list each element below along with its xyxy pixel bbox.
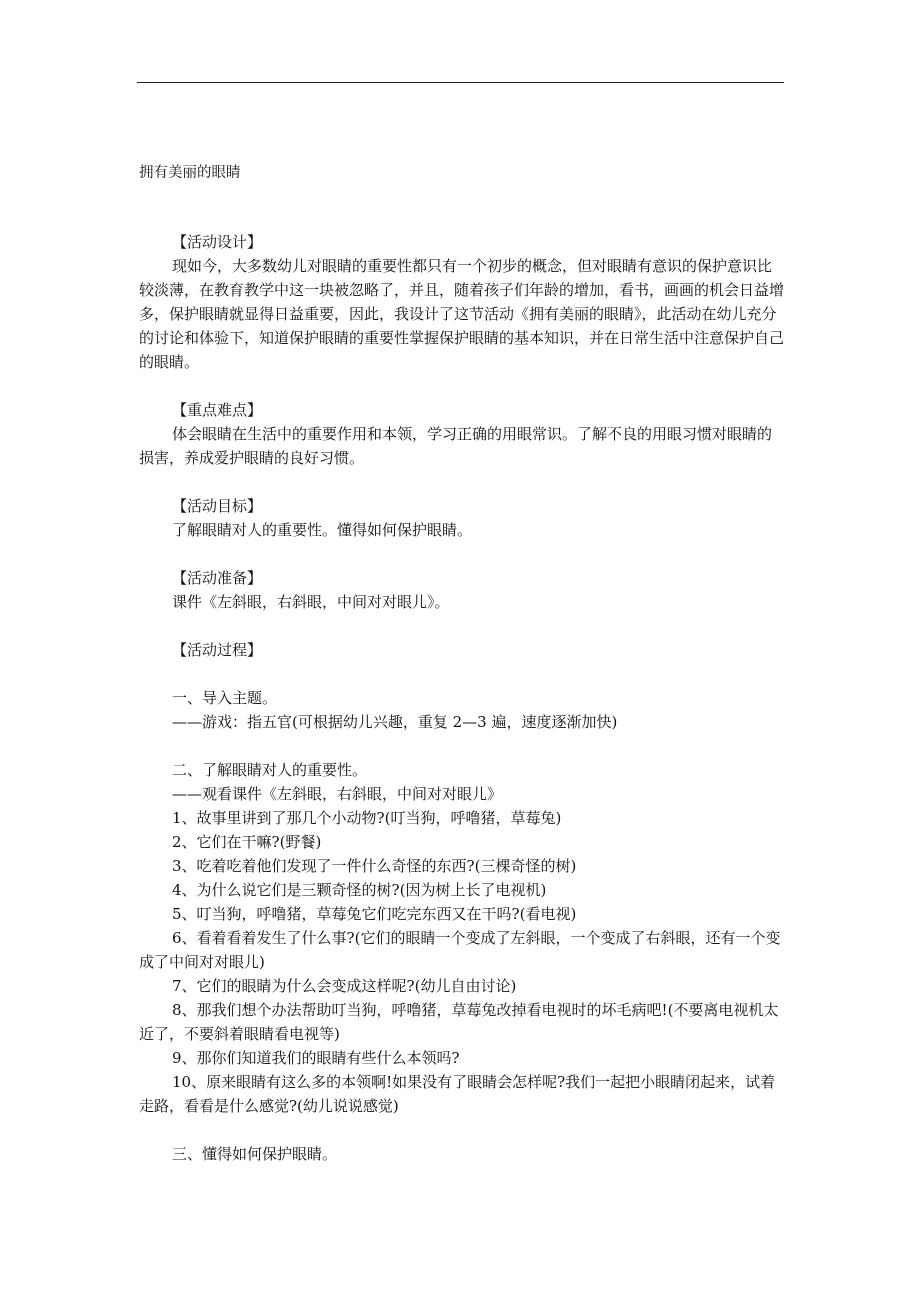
process-part2-line: ——观看课件《左斜眼，右斜眼，中间对对眼儿》: [172, 785, 503, 803]
process-part3-title: 三、懂得如何保护眼睛。: [172, 1145, 338, 1163]
section-heading-key: 【重点难点】: [172, 401, 263, 419]
list-item: 2、它们在干嘛?(野餐): [172, 833, 322, 851]
list-item: 3、吃着吃着他们发现了一件什么奇怪的东西?(三棵奇怪的树): [172, 857, 577, 875]
list-item: 8、那我们想个办法帮助叮当狗，呼噜猪，草莓兔改掉看电视时的坏毛病吧!(不要离电视机太近了，不要斜着眼睛看电视等): [139, 1001, 779, 1043]
header-rule: [137, 82, 784, 83]
list-item: 4、为什么说它们是三颗奇怪的树?(因为树上长了电视机): [172, 881, 547, 899]
process-part1-line: ——游戏：指五官(可根据幼儿兴趣，重复 2—3 遍，速度逐渐加快): [172, 713, 618, 731]
section-heading-prep: 【活动准备】: [172, 569, 263, 587]
list-item: 7、它们的眼睛为什么会变成这样呢?(幼儿自由讨论): [172, 977, 517, 995]
section-text-goal: 了解眼睛对人的重要性。懂得如何保护眼睛。: [172, 521, 473, 539]
section-text-prep: 课件《左斜眼，右斜眼，中间对对眼儿》。: [172, 593, 450, 611]
process-part1-title: 一、导入主题。: [172, 689, 278, 707]
list-item: 6、看着看着发生了什么事?(它们的眼睛一个变成了左斜眼，一个变成了右斜眼，还有一个变成了中间对对眼儿): [139, 929, 781, 971]
section-heading-design: 【活动设计】: [172, 233, 263, 251]
document-title: 拥有美丽的眼睛: [139, 165, 241, 181]
section-heading-process: 【活动过程】: [172, 641, 263, 659]
list-item: 1、故事里讲到了那几个小动物?(叮当狗，呼噜猪，草莓兔): [172, 809, 562, 827]
list-item: 9、那你们知道我们的眼睛有些什么本领吗?: [172, 1049, 460, 1067]
list-item: 5、叮当狗，呼噜猪，草莓兔它们吃完东西又在干吗?(看电视): [172, 905, 577, 923]
section-heading-goal: 【活动目标】: [172, 497, 263, 515]
section-text-design: 现如今，大多数幼儿对眼睛的重要性都只有一个初步的概念，但对眼睛有意识的保护意识比较淡薄，在教育教学中这一块被忽略了，并且，随着孩子们年龄的增加，看书，画画的机会日益增多，保护眼睛就显得日益重要，因此，我设计了这节活动《拥有美丽的眼睛》，此活动在幼儿充分的讨论和体验下，知道保护眼睛的重要性掌握保护眼睛的基本知识，并在日常生活中注意保护自己的眼睛。: [139, 257, 785, 371]
process-part2-title: 二、了解眼睛对人的重要性。: [172, 761, 368, 779]
list-item: 10、原来眼睛有这么多的本领啊!如果没有了眼睛会怎样呢?我们一起把小眼睛闭起来，试着走路，看看是什么感觉?(幼儿说说感觉): [139, 1073, 776, 1115]
section-text-key: 体会眼睛在生活中的重要作用和本领，学习正确的用眼常识。了解不良的用眼习惯对眼睛的损害，养成爱护眼睛的良好习惯。: [139, 425, 773, 467]
document-body: [139, 230, 786, 1166]
